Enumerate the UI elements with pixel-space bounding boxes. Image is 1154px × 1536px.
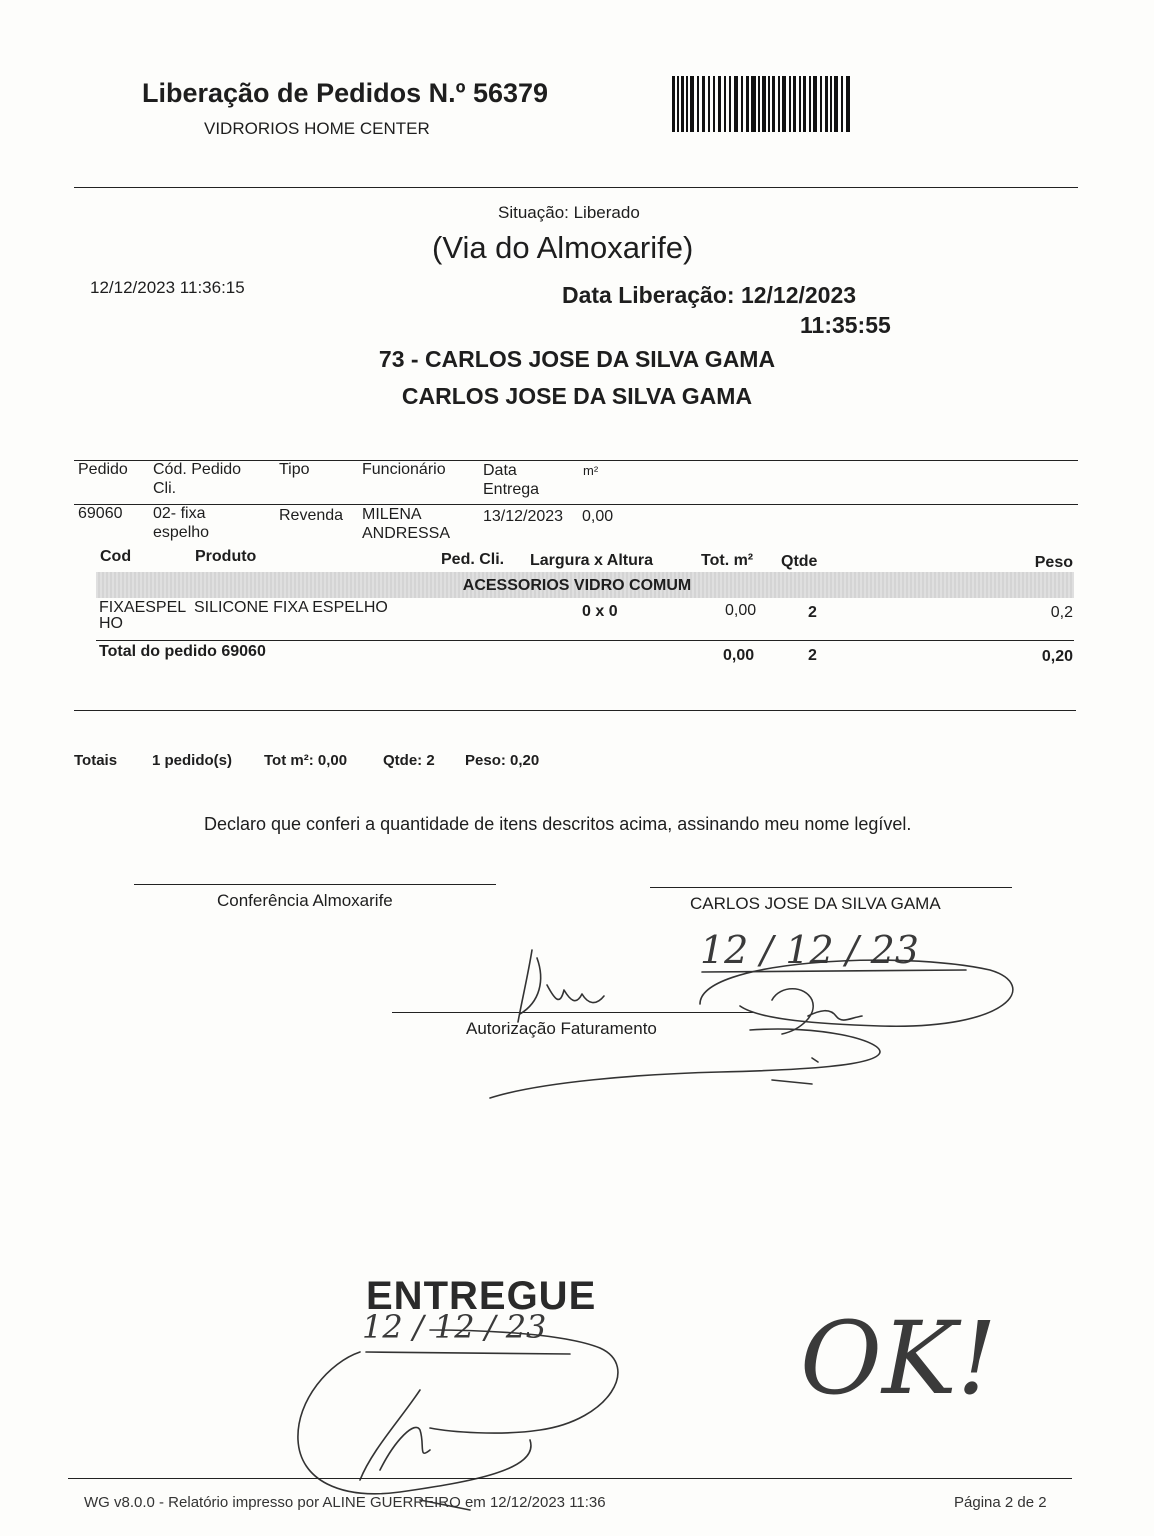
- footer-page-number: Página 2 de 2: [954, 1494, 1047, 1511]
- sig-line-cliente: [650, 887, 1012, 888]
- item-cod-1: FIXAESPEL: [99, 599, 187, 616]
- col-qtde: Qtde: [781, 553, 818, 570]
- liberacao-time: 11:35:55: [800, 312, 891, 338]
- row-pedido: 69060: [78, 505, 123, 522]
- item-qtde: 2: [808, 604, 817, 621]
- footer-printed-by: WG v8.0.0 - Relatório impresso por ALINE GUERREIRO em 12/12/2023 11:36: [84, 1494, 606, 1511]
- row-func-1: MILENA: [362, 506, 422, 523]
- row-cod-1: 02- fixa: [153, 505, 206, 522]
- row-func-2: ANDRESSA: [362, 525, 451, 542]
- col-data-2: Entrega: [483, 481, 540, 498]
- col-ped-cli: Ped. Cli.: [441, 551, 505, 568]
- col-produto: Produto: [195, 548, 257, 565]
- company-name: VIDRORIOS HOME CENTER: [204, 119, 430, 138]
- table-bottom-rule: [74, 710, 1076, 711]
- printed-datetime: 12/12/2023 11:36:15: [90, 278, 245, 297]
- footer-rule: [68, 1478, 1072, 1479]
- totals-pedidos: 1 pedido(s): [152, 752, 233, 769]
- col-pedido: Pedido: [78, 461, 128, 478]
- liberacao-date: Data Liberação: 12/12/2023: [562, 282, 857, 308]
- item-peso: 0,2: [1050, 604, 1073, 621]
- sig-label-cliente: CARLOS JOSE DA SILVA GAMA: [690, 894, 941, 913]
- totals-peso: Peso: 0,20: [465, 752, 540, 769]
- col-cod-pedido-2: Cli.: [153, 480, 177, 497]
- status-text: Situação: Liberado: [498, 203, 640, 222]
- header-divider: [74, 187, 1078, 188]
- row-m2: 0,00: [582, 508, 614, 525]
- via-label: (Via do Almoxarife): [432, 230, 694, 265]
- product-group-label: ACESSORIOS VIDRO COMUM: [462, 577, 692, 594]
- declaration-text: Declaro que conferi a quantidade de itens descritos acima, assinando meu nome legível.: [204, 814, 912, 834]
- report-title: Liberação de Pedidos N.º 56379: [142, 78, 549, 108]
- col-tot-m2: Tot. m²: [701, 552, 754, 569]
- col-largura-altura: Largura x Altura: [530, 552, 653, 569]
- col-peso: Peso: [1034, 554, 1073, 571]
- row-data: 13/12/2023: [483, 508, 564, 525]
- stamp-handwritten-date: 12 / 12 / 23: [362, 1308, 547, 1346]
- total-rule: [96, 640, 1074, 641]
- item-cod-2: HO: [99, 615, 123, 632]
- row-cod-2: espelho: [153, 524, 210, 541]
- col-cod-pedido: Cód. Pedido: [153, 461, 242, 478]
- sig-label-autorizacao: Autorização Faturamento: [466, 1019, 657, 1038]
- item-tot-m2: 0,00: [725, 602, 757, 619]
- col-tipo: Tipo: [279, 461, 310, 478]
- client-name: CARLOS JOSE DA SILVA GAMA: [401, 383, 753, 409]
- handwritten-date-top: 12 / 12 / 23: [700, 928, 919, 972]
- item-dim: 0 x 0: [582, 603, 618, 620]
- sig-line-conferencia: [134, 884, 496, 885]
- order-table-header-rule: [74, 504, 1078, 505]
- order-total-qtde: 2: [808, 647, 817, 664]
- order-total-label: Total do pedido 69060: [99, 643, 266, 660]
- col-m2: m²: [583, 463, 599, 478]
- order-total-m2: 0,00: [723, 647, 755, 664]
- totals-qtde: Qtde: 2: [383, 752, 435, 769]
- col-funcionario: Funcionário: [362, 461, 446, 478]
- col-data: Data: [483, 462, 517, 479]
- totals-m2: Tot m²: 0,00: [264, 752, 348, 769]
- entregue-stamp: ENTREGUE: [366, 1274, 597, 1318]
- barcode: [672, 76, 850, 132]
- handwritten-ok-note: OK!: [800, 1300, 997, 1417]
- order-total-peso: 0,20: [1041, 648, 1073, 665]
- item-produto: SILICONE FIXA ESPELHO: [194, 599, 388, 616]
- row-tipo: Revenda: [279, 507, 344, 524]
- col-cod: Cod: [100, 548, 132, 565]
- sig-line-autorizacao: [392, 1012, 754, 1013]
- sig-label-conferencia: Conferência Almoxarife: [217, 891, 393, 910]
- totals-label: Totais: [74, 752, 118, 769]
- client-code-name: 73 - CARLOS JOSE DA SILVA GAMA: [378, 346, 776, 372]
